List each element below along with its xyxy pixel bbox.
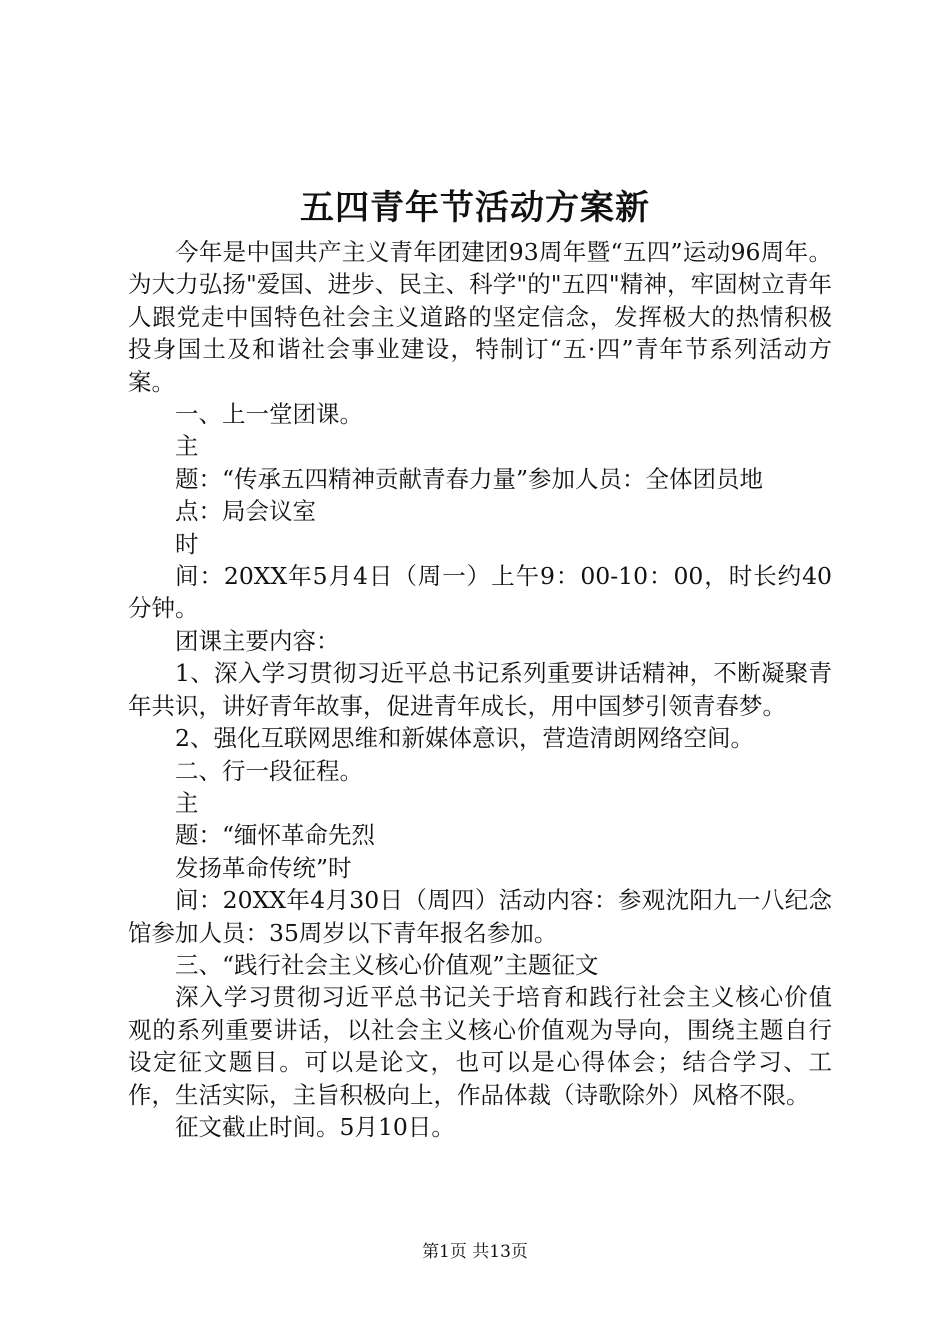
list-item: 1、深入学习贯彻习近平总书记系列重要讲话精神，不断凝聚青年共识，讲好青年故事，促进青年成长，用中国梦引领青春梦。 xyxy=(128,659,832,720)
paragraph-line: 题：“传承五四精神贡献青春力量”参加人员：全体团员地 xyxy=(175,464,764,493)
paragraph-line: 深入学习贯彻习近平总书记关于培育和践行社会主义核心价值观的系列重要讲话，以社会主义核心价值观为导向，围绕主题自行设定征文题目。可以是论文，也可以是心得体会；结合学习、工作，生活实际，主旨积极向上，作品体裁（诗歌除外）风格不限。 xyxy=(128,983,832,1109)
paragraph-line: 题：“缅怀革命先烈 xyxy=(175,821,376,850)
document-title: 五四青年节活动方案新 xyxy=(300,188,650,228)
paragraph-line: 主 xyxy=(175,788,199,817)
paragraph-line: 团课主要内容： xyxy=(175,626,340,655)
paragraph-line: 时 xyxy=(175,529,199,558)
section-heading-2: 二、行一段征程。 xyxy=(175,756,363,785)
paragraph-line: 发扬革命传统”时 xyxy=(175,853,352,882)
paragraph-line: 主 xyxy=(175,432,199,461)
paragraph-intro: 今年是中国共产主义青年团建团93周年暨“五四”运动96周年。为大力弘扬"爱国、进步、民主、科学"的"五四"精神，牢固树立青年人跟党走中国特色社会主义道路的坚定信念，发挥极大的热情积极投身国土及和谐社会事业建设，特制订“五·四”青年节系列活动方案。 xyxy=(128,238,832,396)
paragraph-line: 征文截止时间。5月10日。 xyxy=(175,1112,455,1141)
page-footer: 第1页 共13页 xyxy=(422,1242,528,1262)
paragraph-line: 点：局会议室 xyxy=(175,497,316,526)
paragraph-line: 间：20XX年5月4日（周一）上午9：00-10：00，时长约40分钟。 xyxy=(128,562,832,623)
paragraph-line: 间：20XX年4月30日（周四）活动内容：参观沈阳九一八纪念馆参加人员：35周岁以下青年报名参加。 xyxy=(128,886,832,947)
list-item: 2、强化互联网思维和新媒体意识，营造清朗网络空间。 xyxy=(175,724,754,753)
document-body xyxy=(128,236,832,1143)
section-heading-3: 三、“践行社会主义核心价值观”主题征文 xyxy=(175,950,599,979)
section-heading-1: 一、上一堂团课。 xyxy=(175,400,363,429)
